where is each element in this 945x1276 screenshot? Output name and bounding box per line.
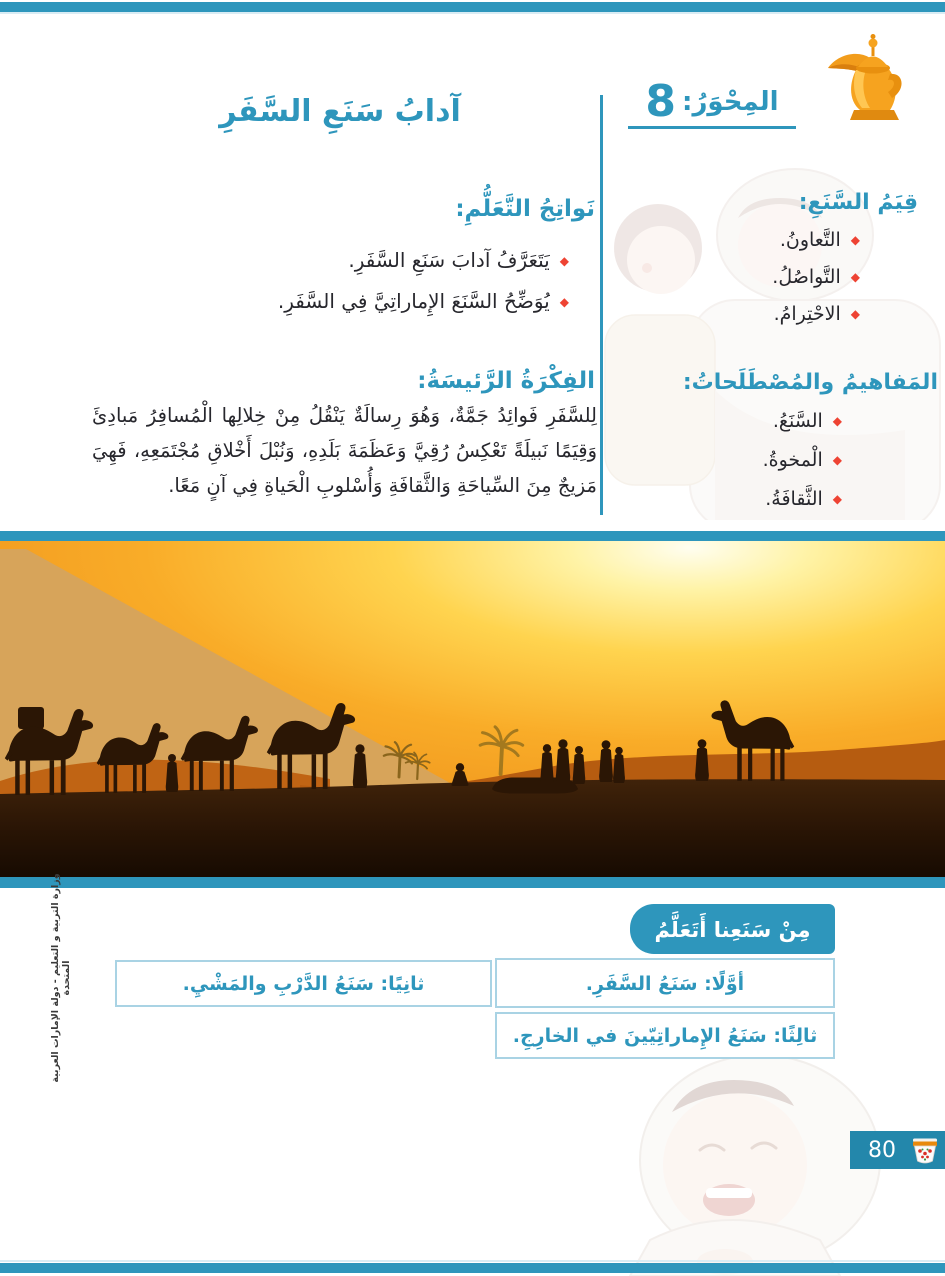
concept-text: السَّنَعُ. xyxy=(772,410,823,432)
list-item xyxy=(608,441,842,480)
decorated-coffee-cup-icon xyxy=(910,1135,940,1165)
unit-label: المِحْوَرُ: xyxy=(682,87,779,117)
value-text: الاحْتِرامُ. xyxy=(773,303,841,325)
list-item xyxy=(618,259,860,296)
list-item xyxy=(608,480,842,519)
outcome-text: يَتَعَرَّفُ آدابَ سَنَعِ السَّفَرِ. xyxy=(348,248,550,272)
lesson-box-second: ثانِيًا: سَنَعُ الدَّرْبِ والمَشْيِ. xyxy=(115,960,492,1007)
diamond-bullet-icon: ◆ xyxy=(832,492,842,506)
page-number: 80 xyxy=(868,1137,896,1163)
concept-text: الْمخوةُ. xyxy=(762,449,823,471)
bottom-accent-hairline xyxy=(0,1260,945,1262)
top-accent-hairline xyxy=(0,12,945,14)
unit-number: 8 xyxy=(645,76,677,127)
lesson-title: آدابُ سَنَعِ السَّفَرِ xyxy=(219,94,461,129)
main-idea-paragraph: لِلسَّفَرِ فَوائِدُ جَمَّةٌ، وَهُوَ رِسالَةٌ يَنْقُلُ مِنْ خِلالِها الْمُسافِرُ مَبادِئَ وَقِيَمًا نَبيلَةً تَعْكِسُ رُقِيَّ وَعَظَمَةَ بَلَدِهِ، وَنُبْلَ أَخْلاقِ مُجْتَمَعِهِ، فَهِيَ مَزيجٌ مِنَ السِّياحَةِ وَالثَّقافَةِ وَأُسْلوبِ الْحَياةِ فِي آنٍ مَعًا. xyxy=(92,404,597,497)
outcomes-list xyxy=(95,240,595,322)
dallah-coffee-pot-icon xyxy=(818,28,912,126)
value-text: التَّعاونُ. xyxy=(779,229,841,251)
page-number-badge xyxy=(850,1131,945,1169)
lesson-box-first: أوَّلًا: سَنَعُ السَّفَرِ. xyxy=(495,958,835,1008)
diamond-bullet-icon: ◆ xyxy=(832,414,842,428)
list-item xyxy=(95,281,569,322)
image-top-bar xyxy=(0,531,945,541)
ministry-imprint: وزارة التربية و التعليم - دولة الإمارات العربية المتحدة xyxy=(50,873,72,1083)
column-divider xyxy=(600,95,603,515)
concepts-heading: المَفاهيمُ والمُصْطَلَحاتُ: xyxy=(682,370,938,395)
value-text: التَّواصُلُ. xyxy=(772,266,841,288)
list-item xyxy=(608,402,842,441)
concept-text: الثَّقافَةُ. xyxy=(765,488,823,510)
desert-caravan-sunset-illustration xyxy=(0,541,945,877)
diamond-bullet-icon: ◆ xyxy=(559,295,569,309)
list-item xyxy=(95,240,569,281)
diamond-bullet-icon: ◆ xyxy=(850,270,860,284)
concepts-list xyxy=(608,402,938,519)
values-heading: قِيَمُ السَّنَعِ: xyxy=(798,190,918,215)
list-item xyxy=(618,222,860,259)
diamond-bullet-icon: ◆ xyxy=(850,307,860,321)
top-accent-bar xyxy=(0,2,945,12)
values-list xyxy=(618,222,918,333)
outcome-text: يُوَضِّحُ السَّنَعَ الإِماراتِيَّ فِي السَّفَرِ. xyxy=(277,289,550,313)
outcomes-heading: نَواتِجُ التَّعَلُّمِ: xyxy=(455,196,595,222)
diamond-bullet-icon: ◆ xyxy=(559,254,569,268)
image-bottom-bar xyxy=(0,877,945,888)
lesson-map-banner: مِنْ سَنَعِنا أَتَعَلَّمُ xyxy=(630,904,835,954)
bottom-accent-bar xyxy=(0,1263,945,1273)
diamond-bullet-icon: ◆ xyxy=(850,233,860,247)
lesson-box-third: ثالِثًا: سَنَعُ الإِماراتِيّينَ في الخارِجِ. xyxy=(495,1012,835,1059)
diamond-bullet-icon: ◆ xyxy=(832,453,842,467)
list-item xyxy=(618,296,860,333)
unit-header xyxy=(628,76,796,129)
main-idea-heading: الفِكْرَةُ الرَّئيسَةُ: xyxy=(417,368,595,394)
